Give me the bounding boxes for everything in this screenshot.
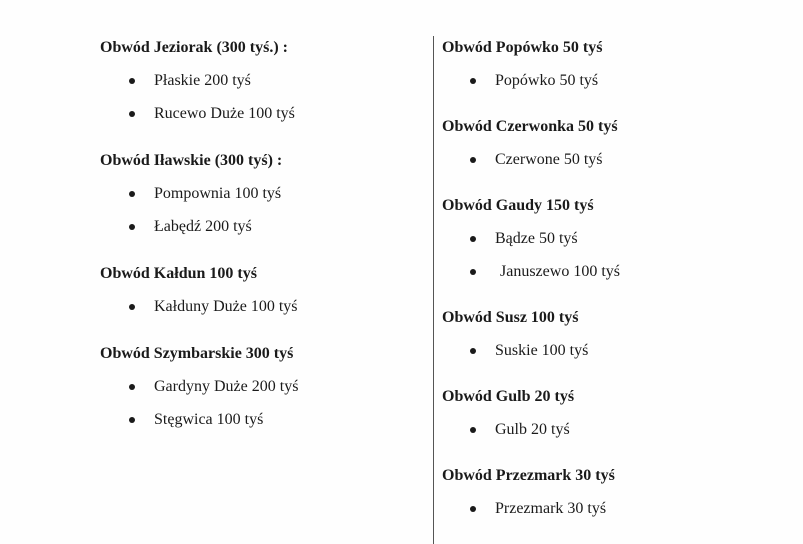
district-heading: Obwód Gulb 20 tyś [442, 388, 575, 405]
list-item [442, 229, 782, 249]
district-heading: Obwód Gaudy 150 tyś [442, 197, 594, 214]
list-item [442, 262, 782, 282]
list-item-text: Płaskie 200 tyś [154, 72, 251, 89]
district-section [100, 151, 420, 237]
bullet-icon [129, 111, 135, 117]
district-heading: Obwód Szymbarskie 300 tyś [100, 345, 294, 362]
left-column [100, 38, 420, 430]
district-heading: Obwód Czerwonka 50 tyś [442, 118, 618, 135]
list-item-text: Suskie 100 tyś [495, 342, 589, 359]
list-item [100, 217, 420, 237]
district-list [442, 150, 782, 170]
list-item-text: Januszewo 100 tyś [500, 263, 620, 280]
list-item-text: Popówko 50 tyś [495, 72, 599, 89]
district-heading: Obwód Popówko 50 tyś [442, 39, 603, 56]
bullet-icon [470, 348, 476, 354]
list-item-text: Kałduny Duże 100 tyś [154, 298, 298, 315]
district-section [100, 38, 420, 124]
list-item [442, 499, 782, 519]
bullet-icon [129, 384, 135, 390]
district-list [100, 71, 420, 124]
district-list [442, 341, 782, 361]
list-item [442, 420, 782, 440]
bullet-icon [129, 191, 135, 197]
district-list [100, 377, 420, 430]
list-item-text: Stęgwica 100 tyś [154, 411, 264, 428]
district-heading: Obwód Jeziorak (300 tyś.) : [100, 39, 288, 56]
list-item [100, 410, 420, 430]
list-item [100, 71, 420, 91]
district-list [100, 184, 420, 237]
list-item-text: Bądze 50 tyś [495, 230, 578, 247]
district-section [442, 38, 782, 91]
bullet-icon [129, 78, 135, 84]
list-item [100, 377, 420, 397]
bullet-icon [129, 304, 135, 310]
district-list [100, 297, 420, 317]
district-list [442, 499, 782, 519]
list-item [442, 150, 782, 170]
column-divider [433, 36, 434, 544]
list-item [100, 104, 420, 124]
district-heading: Obwód Iławskie (300 tyś) : [100, 152, 283, 169]
list-item-text: Łabędź 200 tyś [154, 218, 252, 235]
list-item-text: Pompownia 100 tyś [154, 185, 282, 202]
bullet-icon [470, 506, 476, 512]
list-item [100, 297, 420, 317]
list-item-text: Rucewo Duże 100 tyś [154, 105, 295, 122]
district-list [442, 71, 782, 91]
bullet-icon [470, 78, 476, 84]
district-section [100, 264, 420, 317]
bullet-icon [129, 224, 135, 230]
bullet-icon [470, 236, 476, 242]
list-item-text: Gardyny Duże 200 tyś [154, 378, 299, 395]
bullet-icon [470, 427, 476, 433]
district-heading: Obwód Susz 100 tyś [442, 309, 579, 326]
district-section [442, 308, 782, 361]
district-heading: Obwód Przezmark 30 tyś [442, 467, 615, 484]
district-section [442, 196, 782, 282]
district-section [442, 117, 782, 170]
list-item [100, 184, 420, 204]
bullet-icon [470, 157, 476, 163]
list-item [442, 71, 782, 91]
list-item-text: Przezmark 30 tyś [495, 500, 607, 517]
district-list [442, 229, 782, 282]
district-section [442, 387, 782, 440]
bullet-icon [470, 269, 476, 275]
list-item-text: Gulb 20 tyś [495, 421, 570, 438]
list-item-text: Czerwone 50 tyś [495, 151, 603, 168]
district-heading: Obwód Kałdun 100 tyś [100, 265, 257, 282]
district-section [442, 466, 782, 519]
right-column [442, 38, 782, 519]
bullet-icon [129, 417, 135, 423]
district-section [100, 344, 420, 430]
list-item [442, 341, 782, 361]
district-list [442, 420, 782, 440]
